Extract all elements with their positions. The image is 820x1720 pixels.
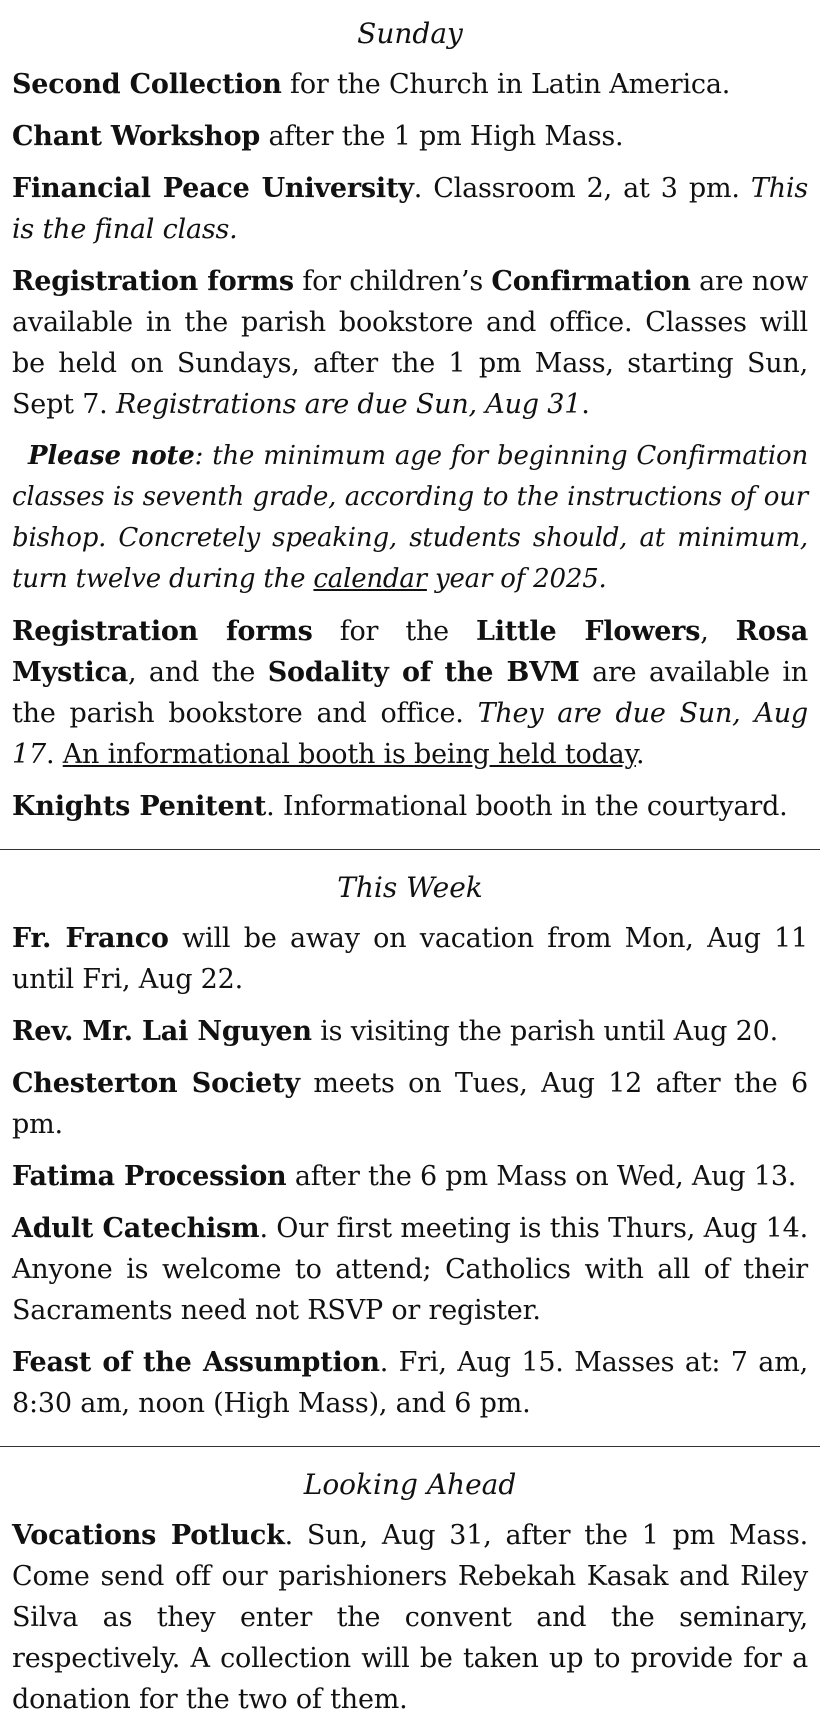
group-name: Little Flowers	[476, 616, 701, 647]
announcement-text: . Informational booth in the courtyard.	[266, 791, 788, 822]
announcement-italic-note: This is the final class.	[12, 173, 808, 245]
announcement-title: Fr. Franco	[12, 923, 169, 954]
announcement-text: .	[581, 389, 590, 420]
section-heading-looking-ahead: Looking Ahead	[303, 1468, 517, 1501]
announcement-title: Vocations Potluck	[12, 1520, 285, 1551]
group-name: Rosa Mystica	[12, 616, 808, 688]
announcement-title: Rev. Mr. Lai Nguyen	[12, 1016, 312, 1047]
section-looking-ahead	[0, 1447, 820, 1720]
announcement-knights-penitent	[12, 786, 808, 827]
announcement-confirmation	[12, 261, 808, 425]
announcement-fatima	[12, 1156, 808, 1197]
announcement-text: meets on Tues, Aug 12 after the 6 pm.	[12, 1068, 808, 1140]
announcement-text: .	[636, 739, 645, 770]
announcement-text: . Classroom 2, at 3 pm.	[413, 173, 751, 204]
announcement-text: after the 6 pm Mass on Wed, Aug 13.	[286, 1161, 797, 1192]
group-name: Sodality of the BVM	[267, 657, 580, 688]
announcement-chant-workshop	[12, 116, 808, 157]
announcement-title: Knights Penitent	[12, 791, 267, 822]
announcement-due-date: Registrations are due Sun, Aug 31	[115, 389, 582, 420]
note-text: : the minimum age for beginning Confirmation classes is seventh grade, according to the instructions of our bishop. Concretely speaking, students should, at minimum, turn twelve during the	[12, 441, 808, 594]
announcement-financial-peace	[12, 168, 808, 250]
announcement-title: Feast of the Assumption	[12, 1347, 380, 1378]
section-heading-this-week: This Week	[337, 871, 483, 904]
announcement-second-collection	[12, 64, 808, 105]
note-underlined-word: calendar	[313, 564, 427, 594]
announcement-text: for the Church in Latin America.	[281, 69, 731, 100]
section-this-week	[0, 850, 820, 1424]
announcement-text: for children’s	[293, 266, 492, 297]
announcement-adult-catechism	[12, 1208, 808, 1331]
announcement-title: Chant Workshop	[12, 121, 261, 152]
announcement-bold-term: Confirmation	[491, 266, 691, 297]
announcement-chesterton	[12, 1063, 808, 1145]
announcement-booth-note: An informational booth is being held today	[62, 739, 636, 770]
note-label: Please note	[28, 441, 195, 471]
announcement-title: Financial Peace University	[12, 173, 414, 204]
announcement-title: Adult Catechism	[12, 1213, 260, 1244]
announcement-text: .	[45, 739, 63, 770]
announcement-text: . Sun, Aug 31, after the 1 pm Mass. Come send off our parishioners Rebekah Kasak and Riley Silva as they enter the convent and the seminary, respectively. A collection will be taken up to provide for a donation for the two of them.	[12, 1520, 809, 1715]
announcement-vocations-potluck	[12, 1515, 808, 1720]
announcement-title: Registration forms	[12, 616, 313, 647]
announcement-rev-nguyen	[12, 1011, 808, 1052]
announcement-text: . Our first meeting is this Thurs, Aug 14. Anyone is welcome to attend; Catholics with all of their Sacraments need not RSVP or register.	[12, 1213, 808, 1326]
announcement-title: Fatima Procession	[12, 1161, 287, 1192]
announcement-text: . Fri, Aug 15. Masses at: 7 am, 8:30 am, noon (High Mass), and 6 pm.	[12, 1347, 808, 1419]
announcement-text: will be away on vacation from Mon, Aug 11 until Fri, Aug 22.	[12, 923, 809, 995]
announcement-text: for the	[312, 616, 477, 647]
announcement-title: Chesterton Society	[12, 1068, 300, 1099]
announcement-assumption	[12, 1342, 808, 1424]
announcement-due-date: They are due Sun, Aug 17	[12, 698, 808, 770]
section-heading-sunday: Sunday	[357, 17, 463, 50]
announcement-text: ,	[700, 616, 736, 647]
announcement-group-registration	[12, 611, 808, 775]
announcement-title: Second Collection	[12, 69, 282, 100]
note-text: year of 2025.	[426, 564, 607, 594]
announcement-text: , and the	[128, 657, 268, 688]
announcement-text: are available in the parish bookstore and office.	[12, 657, 808, 729]
announcement-text: after the 1 pm High Mass.	[260, 121, 624, 152]
announcement-title: Registration forms	[12, 266, 294, 297]
announcement-text: are now available in the parish bookstore and office. Classes will be held on Sundays, after the 1 pm Mass, starting Sun, Sept 7.	[12, 266, 808, 420]
announcement-please-note	[12, 436, 808, 600]
section-sunday	[0, 0, 820, 827]
announcement-fr-franco	[12, 918, 808, 1000]
announcement-text: is visiting the parish until Aug 20.	[311, 1016, 778, 1047]
